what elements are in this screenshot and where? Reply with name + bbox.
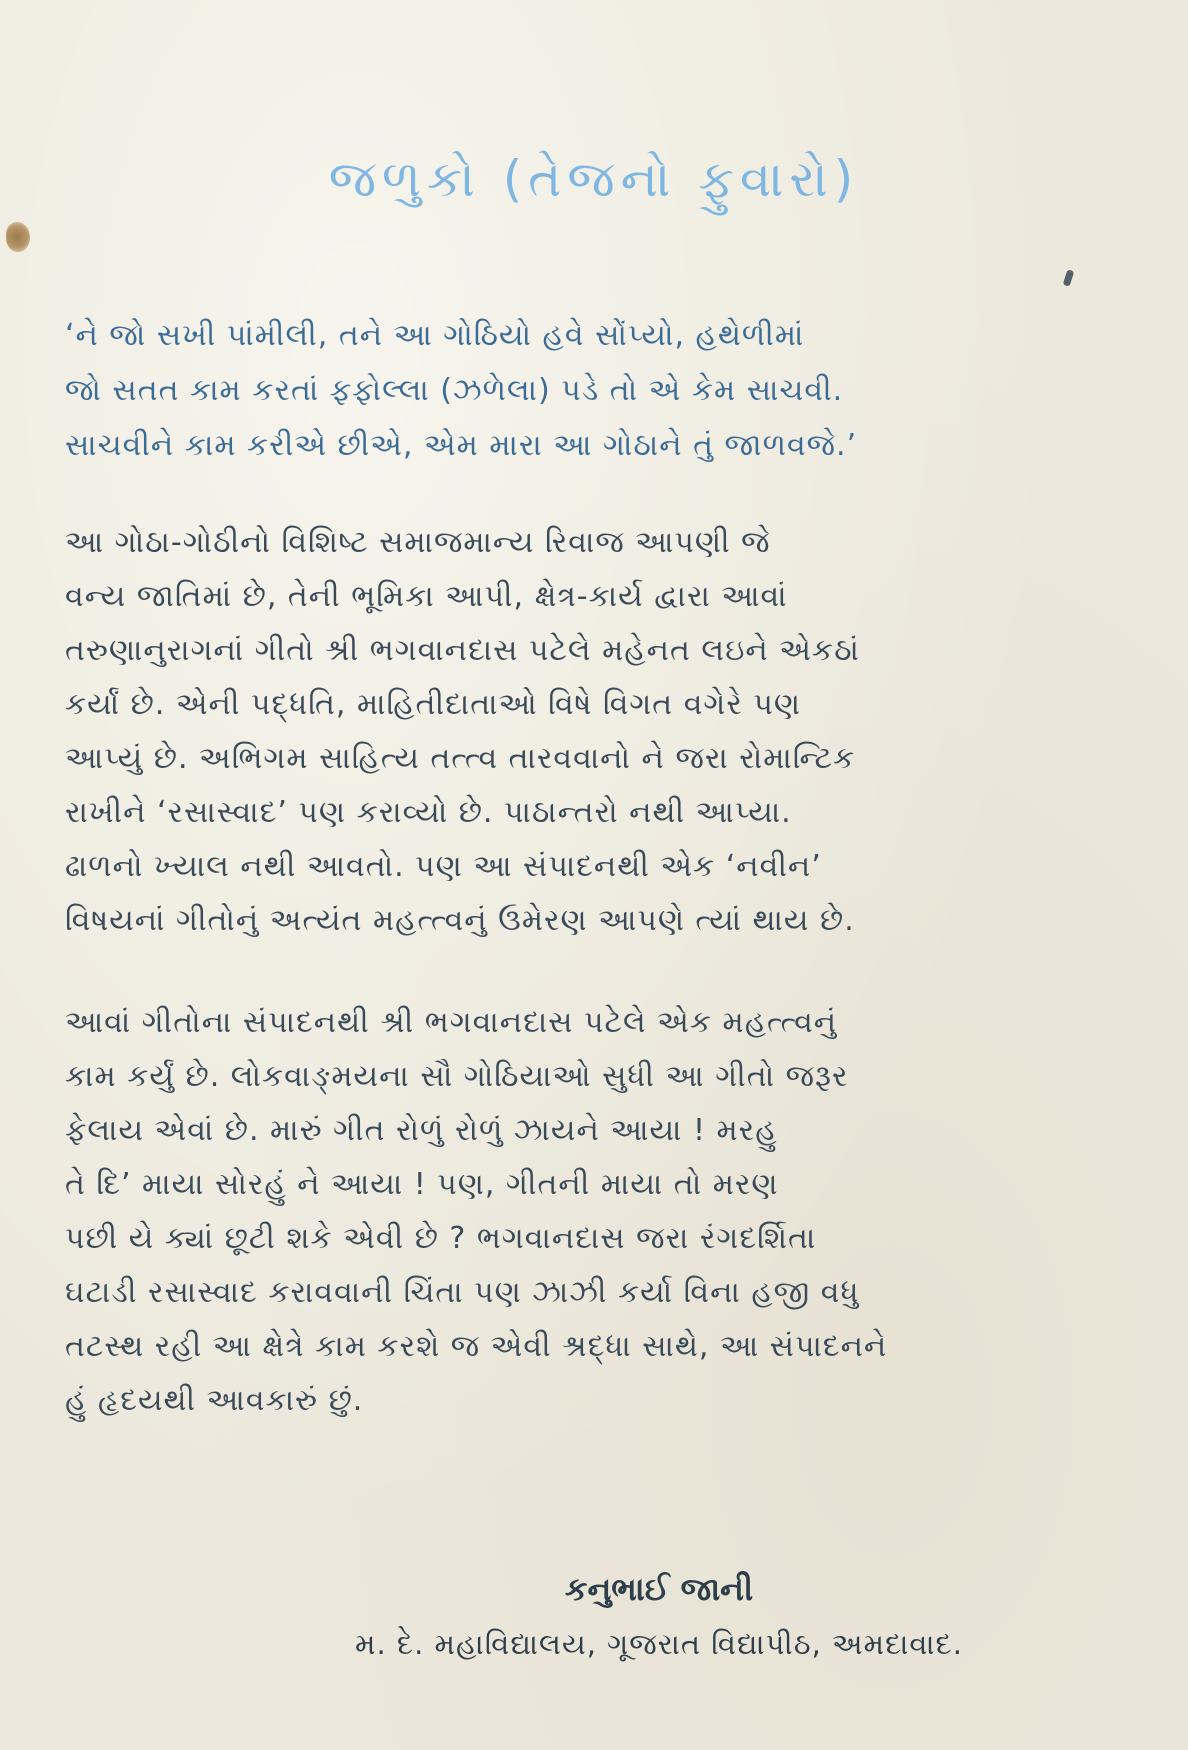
- text-line: આ ગોઠા-ગોઠીનો વિશિષ્ટ સમાજમાન્ય રિવાજ આપણી જે: [65, 525, 771, 560]
- author-affiliation: મ. દે. મહાવિદ્યાલય, ગૂજરાત વિદ્યાપીઠ, અમદાવાદ.: [354, 1627, 963, 1661]
- text-line: આપ્યું છે. અભિગમ સાહિત્ય તત્ત્વ તારવવાનો ને જરા રોમાન્ટિક: [65, 741, 856, 776]
- text-line: તટસ્થ રહી આ ક્ષેત્રે કામ કરશે જ એવી શ્રદ્ધા સાથે, આ સંપાદનને: [65, 1329, 888, 1364]
- text-line: ઘટાડી રસાસ્વાદ કરાવવાની ચિંતા પણ ઝાઝી કર્યા વિના હજી વધુ: [65, 1275, 860, 1310]
- text-line: પછી યે ક્યાં છૂટી શકે એવી છે ? ભગવાનદાસ જરા રંગદર્શિતા: [65, 1221, 817, 1256]
- text-line: તે દિ’ માયા સોરહું ને આયા ! પણ, ગીતની માયા તો મરણ: [65, 1167, 779, 1202]
- text-line: વિષયનાં ગીતોનું અત્યંત મહત્ત્વનું ઉમેરણ આપણે ત્યાં થાય છે.: [65, 903, 855, 938]
- text-line: સાચવીને કામ કરીએ છીએ, એમ મારા આ ગોઠાને તું જાળવજે.’: [65, 428, 858, 463]
- text-line: કામ કર્યું છે. લોકવાઙ્મયના સૌ ગોઠિયાઓ સુધી આ ગીતો જરૂર: [65, 1059, 849, 1094]
- page-title: જળુકો (તેજનો ફુવારો): [328, 150, 860, 208]
- text-line: રાખીને ‘રસાસ્વાદ’ પણ કરાવ્યો છે. પાઠાન્તરો નથી આપ્યા.: [65, 795, 792, 830]
- text-line: તરુણાનુરાગનાં ગીતો શ્રી ભગવાનદાસ પટેલે મહેનત લઇને એકઠાં: [65, 633, 860, 668]
- text-line: ઢાળનો ખ્યાલ નથી આવતો. પણ આ સંપાદનથી એક ‘નવીન’: [65, 849, 822, 884]
- text-line: કર્યાં છે. એની પદ્ધતિ, માહિતીદાતાઓ વિષે વિગત વગેરે પણ: [65, 687, 802, 722]
- text-line: જો સતત કામ કરતાં ફફોલ્લા (ઝળેલા) પડે તો એ કેમ સાચવી.: [65, 373, 844, 408]
- text-line: ફેલાય એવાં છે. મારું ગીત રોળું રોળું ઝાયને આયા ! મરહુ: [65, 1113, 778, 1148]
- text-line: આવાં ગીતોના સંપાદનથી શ્રી ભગવાનદાસ પટેલે એક મહત્ત્વનું: [65, 1005, 838, 1040]
- text-line: વન્ય જાતિમાં છે, તેની ભૂમિકા આપી, ક્ષેત્ર-કાર્ય દ્વારા આવાં: [65, 579, 788, 614]
- paper-stain: [6, 222, 30, 252]
- text-line: હું હૃદયથી આવકારું છું.: [65, 1383, 364, 1418]
- text-line: ‘ને જો સખી પાંમીલી, તને આ ગોઠિયો હવે સોંપ્યો, હથેળીમાં: [65, 318, 805, 353]
- author-name: કનુભાઈ જાની: [564, 1570, 754, 1608]
